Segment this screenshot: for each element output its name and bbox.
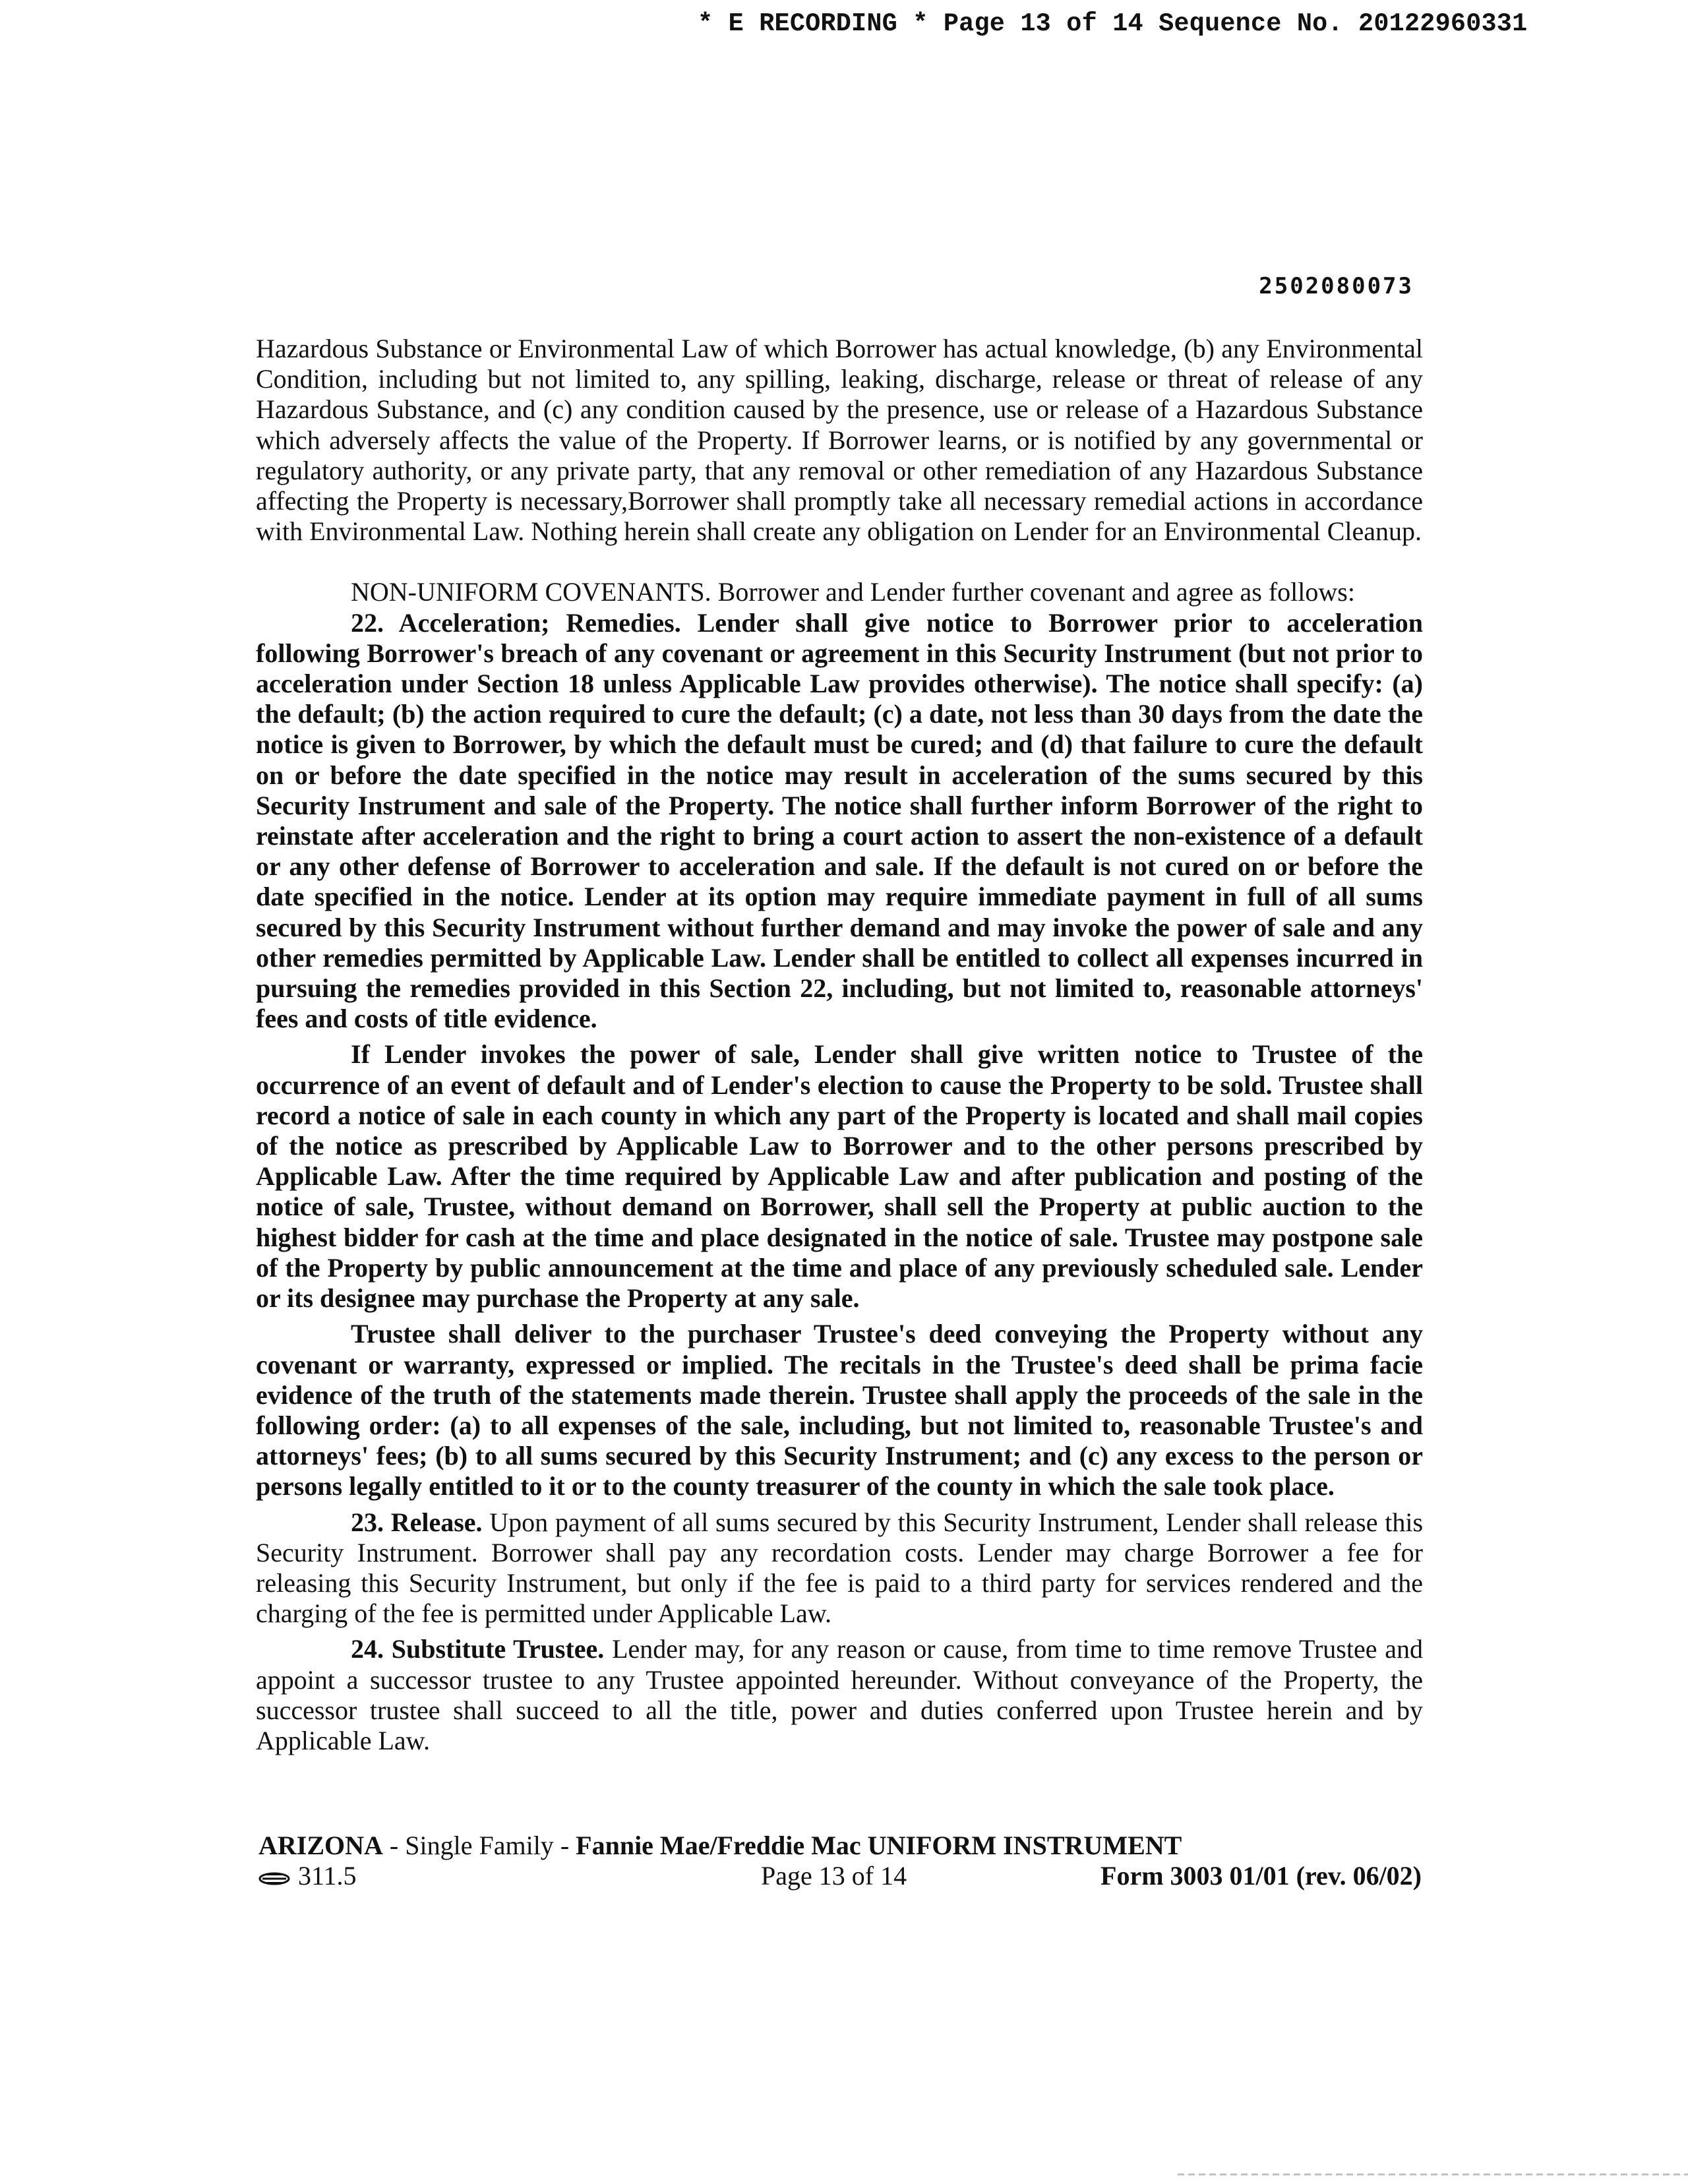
section-22-paragraph xyxy=(256,608,1423,1035)
footer-family-type: Single Family xyxy=(405,1831,554,1860)
power-of-sale-paragraph: If Lender invokes the power of sale, Lender shall give written notice to Trustee of the occurrence of an event of default and of Lender's election to cause the Property to be sold. Trustee shall record a notice of sale in each county in which any part of the Property is located and shall mail copies of the notice as prescribed by Applicable Law to Borrower and to the other persons prescribed by Applicable Law. After the time required by Applicable Law and after publication and posting of the notice of sale, Trustee, without demand on Borrower, shall sell the Property at public auction to the highest bidder for cash at the time and place designated in the notice of sale. Trustee may postpone sale of the Property by public announcement at the time and place of any previously scheduled sale. Lender or its designee may purchase the Property at any sale. xyxy=(256,1039,1423,1314)
scan-edge-artifact xyxy=(1178,2173,1688,2175)
footer-separator: - xyxy=(553,1831,576,1860)
footer-form-line xyxy=(258,1861,1422,1893)
footer-form-number: Form 3003 01/01 (rev. 06/02) xyxy=(1100,1861,1422,1891)
trustee-deed-paragraph: Trustee shall deliver to the purchaser Trustee's deed conveying the Property without any covenant or warranty, expressed or implied. The recitals in the Trustee's deed shall be prima facie evidence of the truth of the statements made therein. Trustee shall apply the proceeds of the sale in the following order: (a) to all expenses of the sale, including, but not limited to, reasonable Trustee's and attorneys' fees; (b) to all sums secured by this Security Instrument; and (c) any excess to the person or persons legally entitled to it or to the county treasurer of the county in which the sale took place. xyxy=(256,1319,1423,1502)
footer-instrument-line xyxy=(258,1831,1422,1861)
hazard-substance-paragraph: Hazardous Substance or Environmental Law of which Borrower has actual knowledge, (b) any Environmental Condition, including but not limited to, any spilling, leaking, discharge, release or threat of release of any Hazardous Substance, and (c) any condition caused by the presence, use or release of a Hazardous Substance which adversely affects the value of the Property. If Borrower learns, or is notified by any governmental or regulatory authority, or any private party, that any removal or other remediation of any Hazardous Substance affecting the Property is necessary,Borrower shall promptly take all necessary remedial actions in accordance with Environmental Law. Nothing herein shall create any obligation on Lender for an Environmental Cleanup. xyxy=(256,334,1423,547)
loan-number: 2502080073 xyxy=(1259,273,1414,299)
footer-form-code: 311.5 xyxy=(298,1861,357,1891)
footer-form-mark xyxy=(258,1861,357,1891)
section-24-title: 24. Substitute Trustee. xyxy=(351,1634,605,1664)
non-uniform-covenants-intro: NON-UNIFORM COVENANTS. Borrower and Lender further covenant and agree as follows: xyxy=(351,577,1355,607)
section-24-text: Lender may, for any reason or cause, from time to time remove Trustee and appoint a successor trustee to any Trustee appointed hereunder. Without conveyance of the Property, the successor trustee shall succeed to all the title, power and duties conferred upon Trustee herein and by Applicable Law. xyxy=(256,1634,1424,1755)
footer-state: ARIZONA xyxy=(258,1831,383,1860)
form-footer xyxy=(258,1831,1422,1893)
footer-separator: - xyxy=(382,1831,406,1860)
footer-page-label: Page 13 of 14 xyxy=(761,1861,907,1891)
section-23-paragraph xyxy=(256,1507,1423,1629)
section-23-text: Upon payment of all sums secured by this Security Instrument, Lender shall release this Security Instrument. Borrower shall pay any recordation costs. Lender may charge Borrower a fee for releasing this Security Instrument, but only if the fee is paid to a third party for services rendered and the charging of the fee is permitted under Applicable Law. xyxy=(256,1507,1424,1629)
section-23-title: 23. Release. xyxy=(351,1507,483,1537)
section-22-text: Lender shall give notice to Borrower prior to acceleration following Borrower's breach of any covenant or agreement in this Security Instrument (but not prior to acceleration under Section 18 unless Applicable Law provides otherwise). The notice shall specify: (a) the default; (b) the action required to cure the default; (c) a date, not less than 30 days from the date the notice is given to Borrower, by which the default must be cured; and (d) that failure to cure the default on or before the date specified in the notice may result in acceleration of the sums secured by this Security Instrument and sale of the Property. The notice shall further inform Borrower of the right to reinstate after acceleration and the right to bring a court action to assert the non-existence of a default or any other defense of Borrower to acceleration and sale. If the default is not cured on or before the date specified in the notice. Lender at its option may require immediate payment in full of all sums secured by this Security Instrument without further demand and may invoke the power of sale and any other remedies permitted by Applicable Law. Lender shall be entitled to collect all expenses incurred in pursuing the remedies provided in this Section 22, including, but not limited to, reasonable attorneys' fees and costs of title evidence. xyxy=(256,607,1423,1034)
vmp-logo-icon xyxy=(258,1872,291,1885)
recording-header: * E RECORDING * Page 13 of 14 Sequence No. 20122960331 xyxy=(698,9,1528,38)
section-24-paragraph xyxy=(256,1634,1423,1756)
footer-instrument-name: Fannie Mae/Freddie Mac UNIFORM INSTRUMENT xyxy=(576,1831,1182,1860)
document-body xyxy=(256,334,1423,1756)
section-22-title: 22. Acceleration; Remedies. xyxy=(351,607,681,638)
